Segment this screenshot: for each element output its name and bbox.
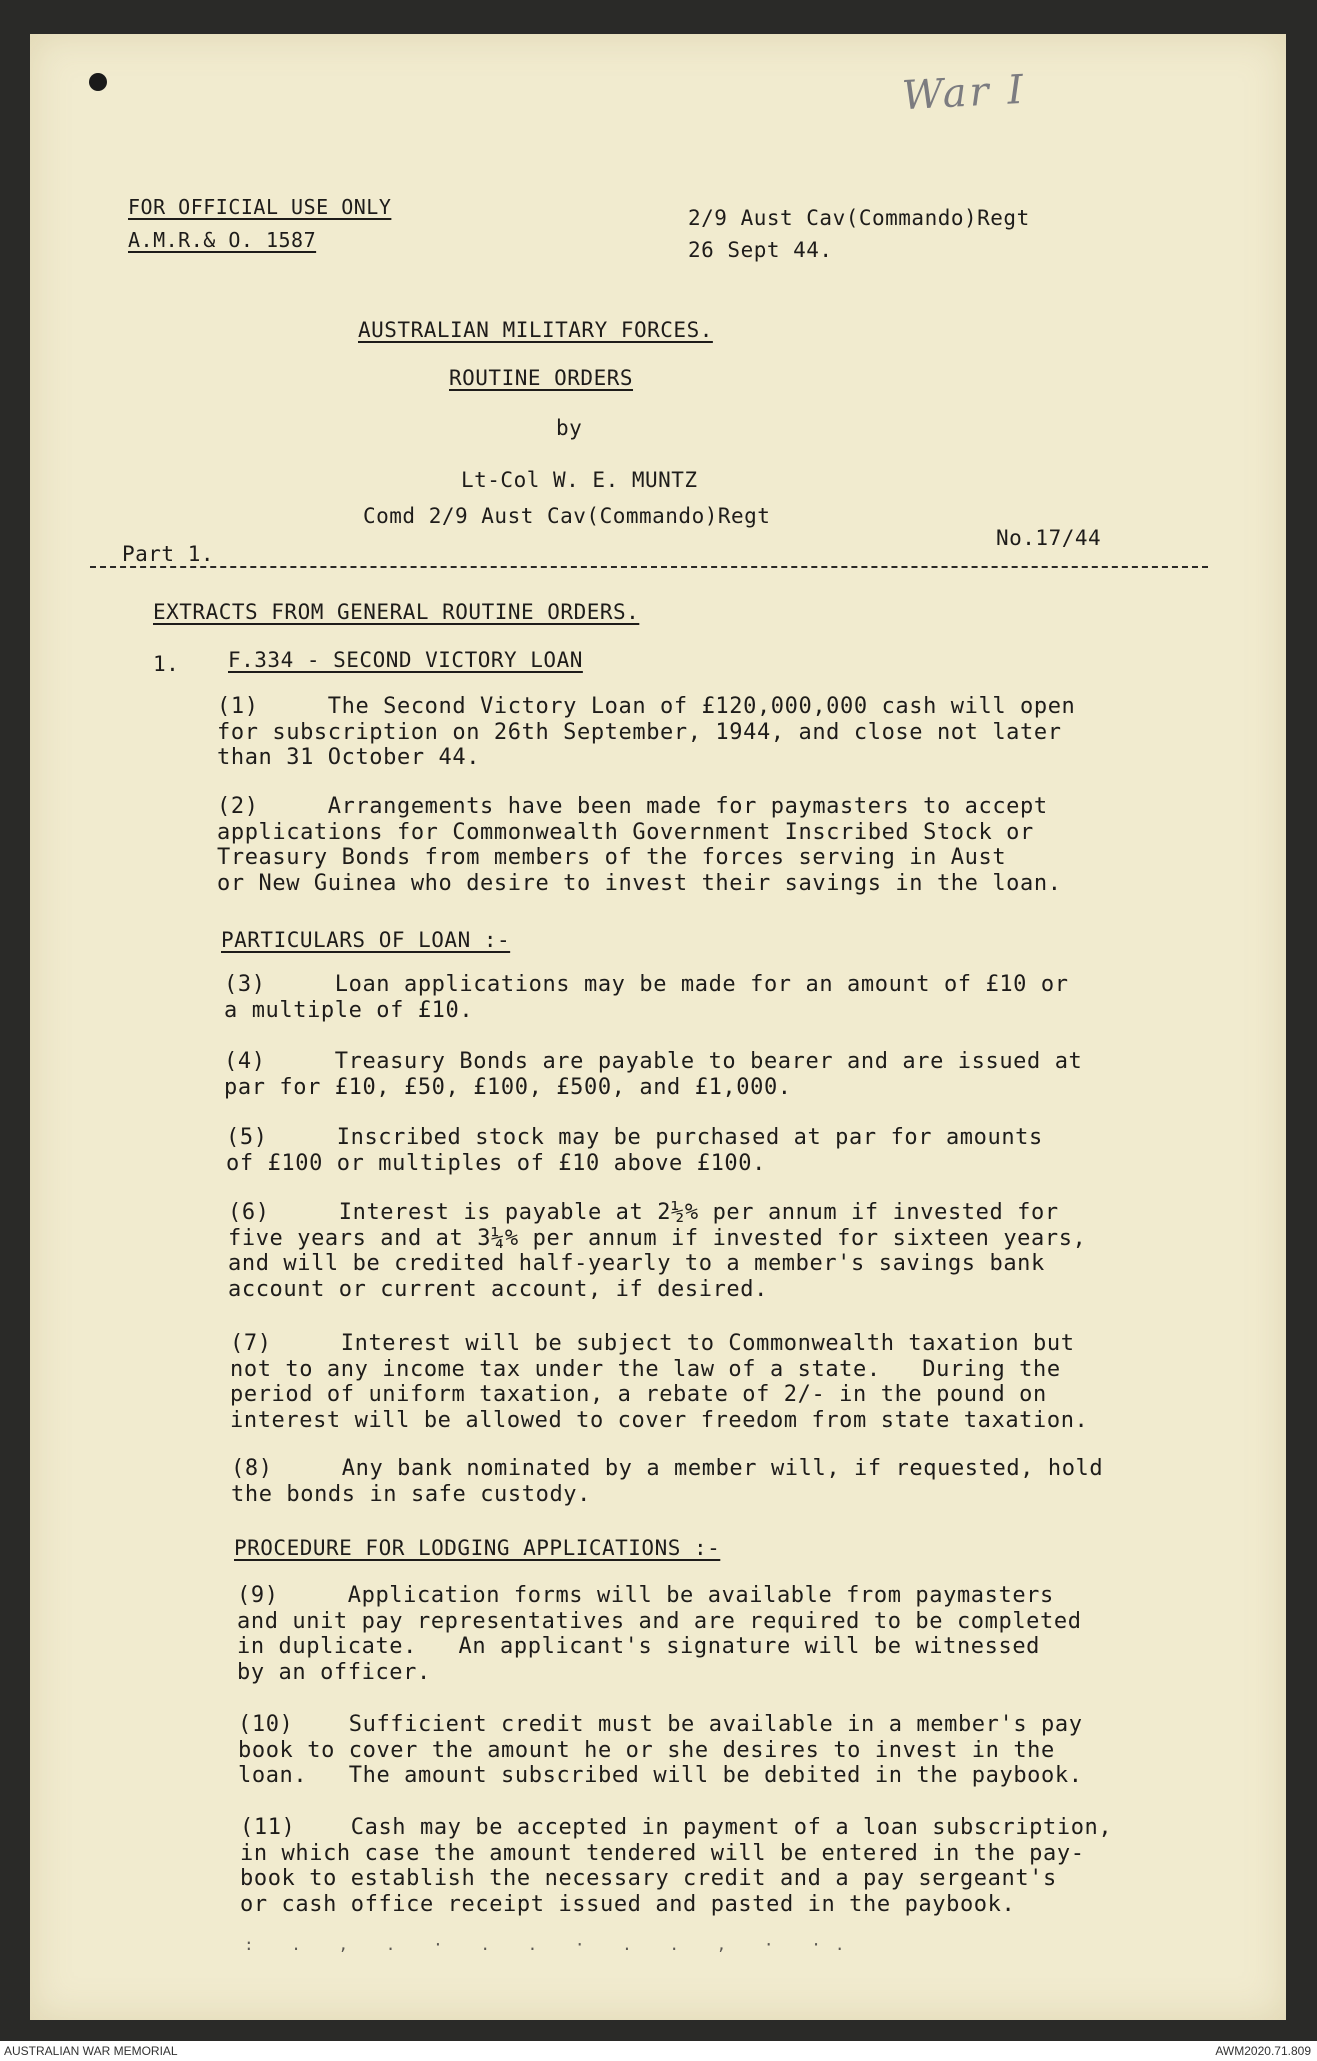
- commander-name: Lt-Col W. E. MUNTZ: [461, 468, 698, 492]
- paragraph-8: (8) Any bank nominated by a member will, if requested, hold the bonds in safe custody.: [231, 1456, 1104, 1507]
- paragraph-6: (6) Interest is payable at 2½% per annum if invested for five years and at 3¼% per annum if invested for sixteen years, and will be credited half-yearly to a member's savings bank account or current account, if desired.: [228, 1200, 1087, 1302]
- divider-line: [90, 566, 1208, 568]
- paragraph-1: (1) The Second Victory Loan of £120,000,000 cash will open for subscription on 26th September, 1944, and close not later than 31 October 44.: [217, 694, 1076, 770]
- item-title: F.334 - SECOND VICTORY LOAN: [228, 648, 583, 672]
- paragraph-3: (3) Loan applications may be made for an amount of £10 or a multiple of £10.: [224, 972, 1069, 1023]
- paragraph-7: (7) Interest will be subject to Commonwealth taxation but not to any income tax under the law of a state. During the period of uniform taxation, a rebate of 2/- in the pound on interest will be allowed to cover freedom from state taxation.: [230, 1331, 1089, 1433]
- paragraph-9: (9) Application forms will be available from paymasters and unit pay representatives and are required to be completed in duplicate. An applicant's signature will be witnessed by an officer.: [237, 1583, 1082, 1685]
- particulars-heading: PARTICULARS OF LOAN :-: [221, 928, 511, 952]
- order-number: No.17/44: [996, 526, 1102, 550]
- commander-unit: Comd 2/9 Aust Cav(Commando)Regt: [363, 504, 771, 528]
- item-number: 1.: [153, 652, 180, 676]
- show-through-marks: : . , . · . . · . . , · ·.: [244, 1935, 859, 1954]
- forces-title: AUSTRALIAN MILITARY FORCES.: [358, 318, 713, 342]
- footer-institution: AUSTRALIAN WAR MEMORIAL: [4, 2044, 178, 2058]
- part-label: Part 1.: [122, 542, 215, 566]
- footer-bar: [0, 2041, 1317, 2061]
- paragraph-11: (11) Cash may be accepted in payment of a loan subscription, in which case the amount tendered will be entered in the pay- book to establish the necessary credit and a pay sergeant's or cash office receipt issued and pasted in the paybook.: [240, 1815, 1113, 1917]
- handwritten-annotation: War I: [900, 66, 1028, 120]
- paragraph-2: (2) Arrangements have been made for paymasters to accept applications for Commonwealth Government Inscribed Stock or Treasury Bonds from members of the forces serving in Aust or New Guinea who desire to invest their savings in the loan.: [217, 794, 1062, 896]
- extracts-heading: EXTRACTS FROM GENERAL ROUTINE ORDERS.: [153, 600, 640, 624]
- paragraph-4: (4) Treasury Bonds are payable to bearer and are issued at par for £10, £50, £100, £500, and £1,000.: [224, 1049, 1083, 1100]
- punch-hole: [89, 73, 107, 91]
- paragraph-10: (10) Sufficient credit must be available in a member's pay book to cover the amount he or she desires to invest in the loan. The amount subscribed will be debited in the paybook.: [238, 1712, 1083, 1788]
- unit-name: 2/9 Aust Cav(Commando)Regt: [688, 206, 1030, 230]
- official-use-label: FOR OFFICIAL USE ONLY: [128, 195, 392, 219]
- paragraph-5: (5) Inscribed stock may be purchased at par for amounts of £100 or multiples of £10 above £100.: [226, 1125, 1043, 1176]
- procedure-heading: PROCEDURE FOR LODGING APPLICATIONS :-: [234, 1536, 721, 1560]
- amro-reference: A.M.R.& O. 1587: [128, 228, 317, 252]
- document-date: 26 Sept 44.: [688, 238, 833, 262]
- by-line: by: [556, 416, 583, 440]
- orders-title: ROUTINE ORDERS: [449, 366, 634, 390]
- footer-accession-number: AWM2020.71.809: [1215, 2044, 1311, 2058]
